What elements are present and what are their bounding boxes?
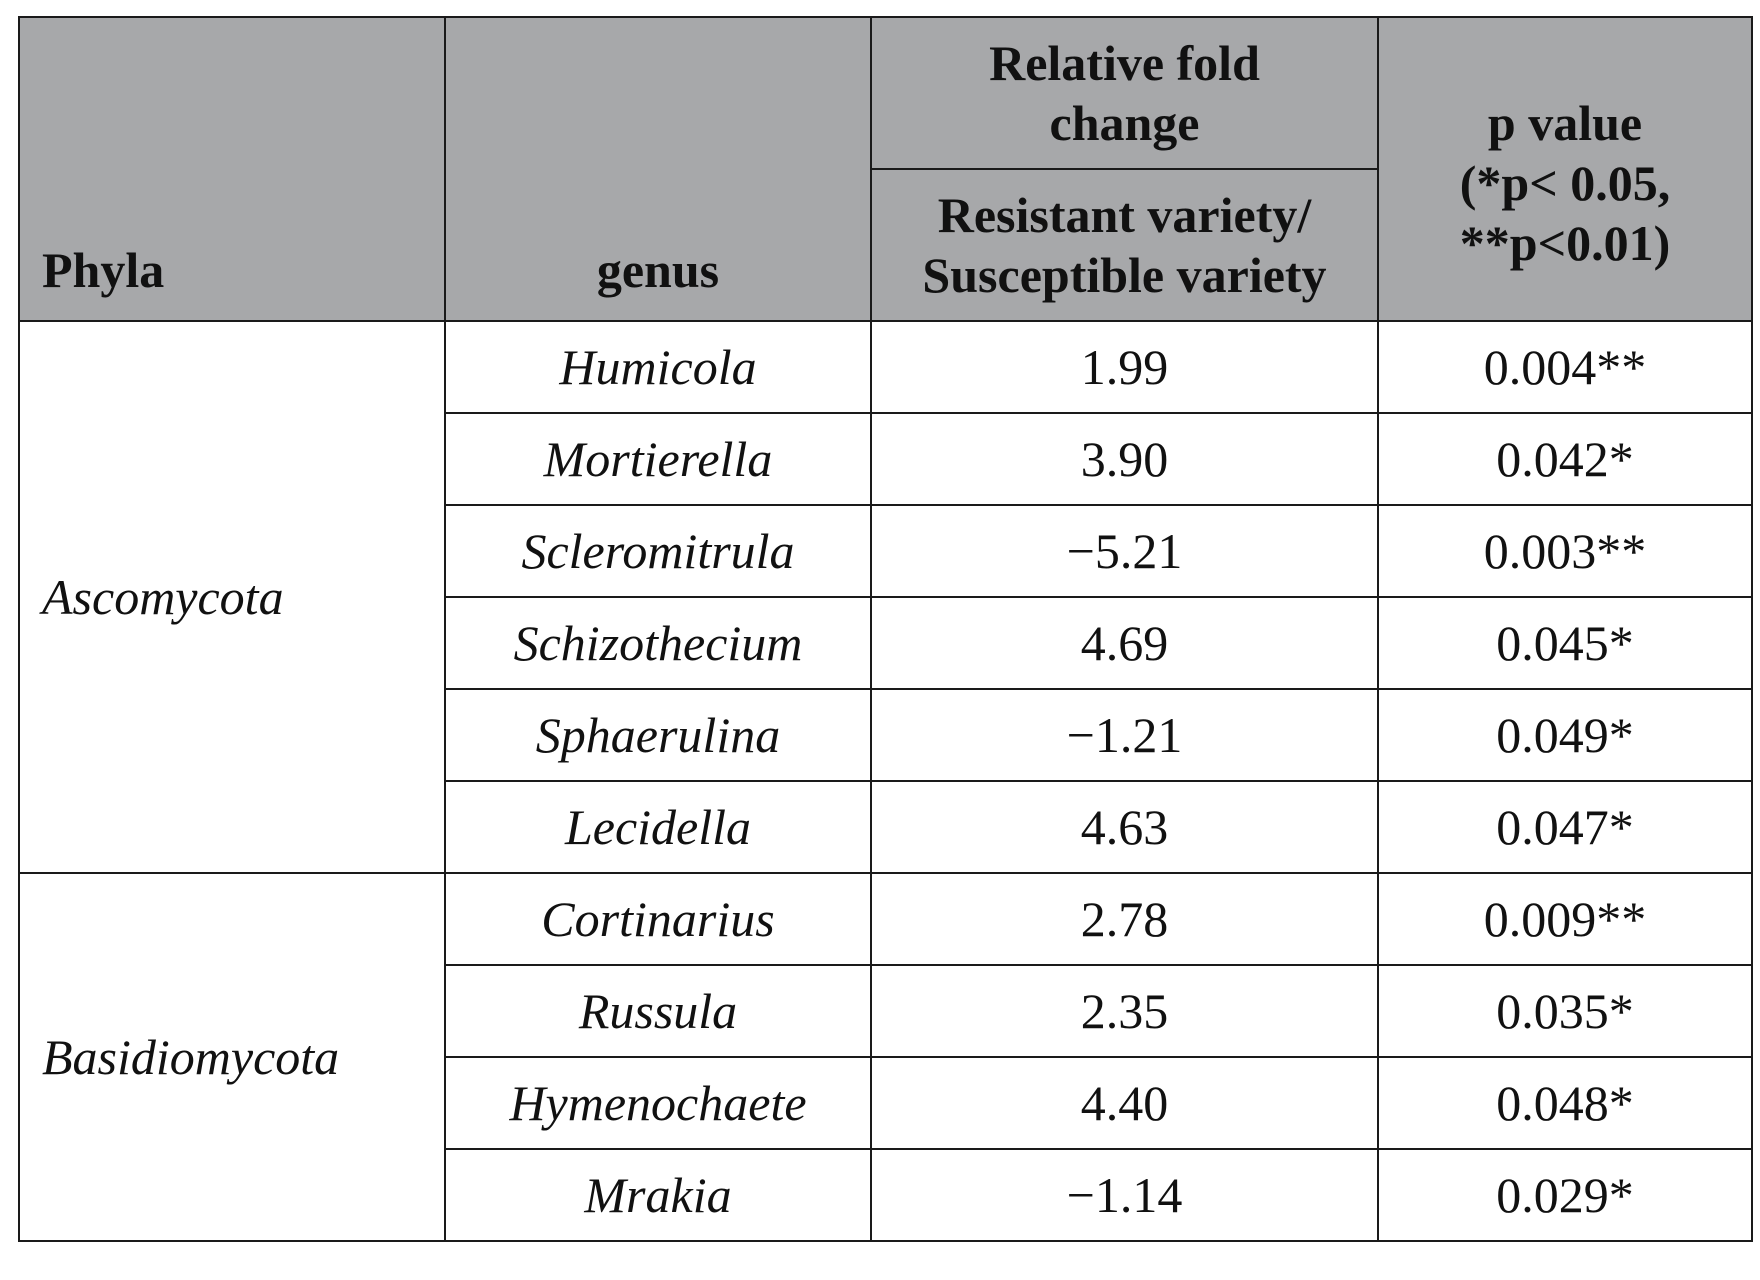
fold-change-cell: 4.40: [871, 1057, 1378, 1149]
genus-cell: Mortierella: [445, 413, 871, 505]
header-pvalue-line-2: (*p< 0.05,: [1459, 155, 1671, 211]
header-fold-line-2: change: [1049, 95, 1200, 151]
p-value-cell: 0.042*: [1378, 413, 1752, 505]
genus-cell: Scleromitrula: [445, 505, 871, 597]
p-value-cell: 0.049*: [1378, 689, 1752, 781]
phylum-cell: Ascomycota: [19, 321, 445, 873]
genus-cell: Sphaerulina: [445, 689, 871, 781]
p-value-cell: 0.035*: [1378, 965, 1752, 1057]
p-value-cell: 0.048*: [1378, 1057, 1752, 1149]
table-row: [19, 873, 1752, 965]
fold-change-cell: 4.69: [871, 597, 1378, 689]
fold-change-cell: 4.63: [871, 781, 1378, 873]
fold-change-cell: −5.21: [871, 505, 1378, 597]
fold-change-cell: −1.14: [871, 1149, 1378, 1241]
fold-change-cell: −1.21: [871, 689, 1378, 781]
genus-cell: Hymenochaete: [445, 1057, 871, 1149]
header-resistant-susceptible: [871, 169, 1378, 321]
genus-cell: Cortinarius: [445, 873, 871, 965]
fold-change-cell: 3.90: [871, 413, 1378, 505]
p-value-cell: 0.004**: [1378, 321, 1752, 413]
genus-cell: Russula: [445, 965, 871, 1057]
p-value-cell: 0.029*: [1378, 1149, 1752, 1241]
genus-cell: Mrakia: [445, 1149, 871, 1241]
genus-cell: Humicola: [445, 321, 871, 413]
header-pvalue-line-1: p value: [1487, 95, 1643, 151]
p-value-cell: 0.003**: [1378, 505, 1752, 597]
genus-cell: Lecidella: [445, 781, 871, 873]
header-pvalue-line-3: **p<0.01): [1459, 215, 1671, 271]
header-ratio-line-1: Resistant variety/: [937, 187, 1312, 243]
table-body: [19, 321, 1752, 1241]
genus-cell: Schizothecium: [445, 597, 871, 689]
header-fold-line-1: Relative fold: [989, 35, 1260, 91]
table-header: [19, 17, 1752, 321]
p-value-cell: 0.045*: [1378, 597, 1752, 689]
p-value-cell: 0.047*: [1378, 781, 1752, 873]
header-relative-fold-change: [871, 17, 1378, 169]
header-genus: genus: [445, 17, 871, 321]
fold-change-cell: 2.35: [871, 965, 1378, 1057]
fold-change-table: [18, 16, 1753, 1242]
header-ratio-line-2: Susceptible variety: [922, 247, 1327, 303]
fold-change-cell: 1.99: [871, 321, 1378, 413]
p-value-cell: 0.009**: [1378, 873, 1752, 965]
header-phyla: Phyla: [19, 17, 445, 321]
phylum-cell: Basidiomycota: [19, 873, 445, 1241]
table-row: [19, 321, 1752, 413]
header-p-value: [1378, 17, 1752, 321]
fold-change-cell: 2.78: [871, 873, 1378, 965]
